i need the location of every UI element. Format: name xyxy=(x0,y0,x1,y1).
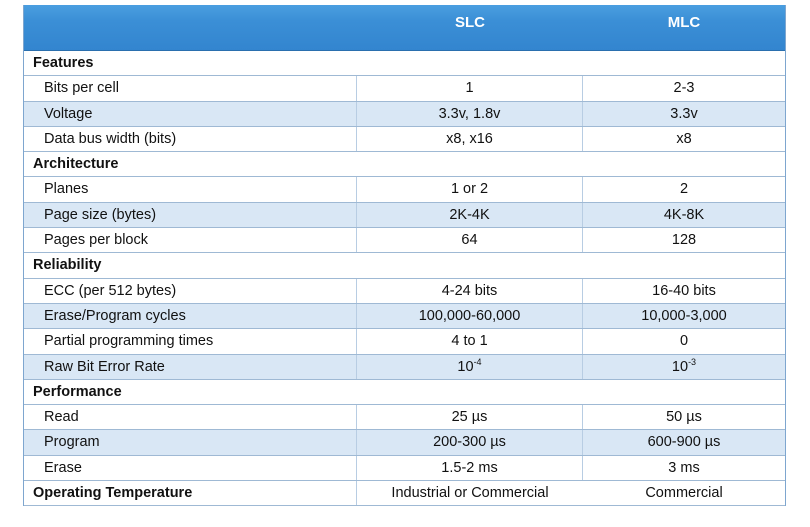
row-label: Voltage xyxy=(24,102,357,126)
slc-value: 25 µs xyxy=(357,405,583,429)
slc-value: 1 or 2 xyxy=(357,177,583,201)
mlc-value: 2-3 xyxy=(673,80,695,97)
table-row xyxy=(24,177,785,202)
row-label: Erase xyxy=(24,456,357,480)
slc-value: 1 xyxy=(357,76,583,100)
row-label: Bits per cell xyxy=(24,76,357,100)
row-label: Planes xyxy=(24,177,357,201)
header-slc: SLC xyxy=(455,14,485,31)
row-label: Raw Bit Error Rate xyxy=(24,355,357,379)
table-row xyxy=(24,304,785,329)
table-row xyxy=(24,127,785,152)
mlc-value: 10,000-3,000 xyxy=(641,307,727,324)
table-row xyxy=(24,203,785,228)
section-row-architecture xyxy=(24,152,785,177)
row-label: ECC (per 512 bytes) xyxy=(24,279,357,303)
section-title: Reliability xyxy=(33,257,102,274)
slc-value: 3.3v, 1.8v xyxy=(357,102,583,126)
slc-ber-exponent: -4 xyxy=(473,356,482,367)
slc-value: 4-24 bits xyxy=(357,279,583,303)
table-row xyxy=(24,329,785,354)
slc-value: 1.5-2 ms xyxy=(357,456,583,480)
mlc-value: 4K-8K xyxy=(663,206,705,223)
mlc-value: 3.3v xyxy=(670,105,698,122)
slc-value xyxy=(357,355,583,379)
mlc-value: 128 xyxy=(671,232,697,249)
mlc-value: 3 ms xyxy=(668,459,700,476)
table-row xyxy=(24,355,785,380)
row-label: Pages per block xyxy=(24,228,357,252)
mlc-value: Commercial xyxy=(645,485,723,502)
mlc-ber-base: 10 xyxy=(671,358,689,375)
mlc-value: 16-40 bits xyxy=(652,282,716,299)
section-title: Performance xyxy=(33,383,122,400)
header-blank-cell xyxy=(24,5,357,50)
section-title: Features xyxy=(33,55,94,71)
row-label: Operating Temperature xyxy=(24,481,357,505)
table-row xyxy=(24,279,785,304)
slc-value: 4 to 1 xyxy=(357,329,583,353)
row-label: Program xyxy=(24,430,357,454)
mlc-value: 2 xyxy=(679,181,689,198)
row-label: Data bus width (bits) xyxy=(24,127,357,151)
table-header xyxy=(24,5,785,51)
table-row xyxy=(24,405,785,430)
table-row xyxy=(24,456,785,481)
slc-value: 100,000-60,000 xyxy=(357,304,583,328)
mlc-value: 600-900 µs xyxy=(647,434,721,451)
section-row-reliability xyxy=(24,253,785,278)
mlc-value: x8 xyxy=(676,130,692,147)
slc-value: 64 xyxy=(357,228,583,252)
row-label: Page size (bytes) xyxy=(24,203,357,227)
header-mlc: MLC xyxy=(667,14,701,31)
slc-value: 2K-4K xyxy=(357,203,583,227)
slc-value: Industrial or Commercial xyxy=(391,485,549,502)
table-row xyxy=(24,102,785,127)
row-label: Read xyxy=(24,405,357,429)
row-label: Erase/Program cycles xyxy=(24,304,357,328)
section-title: Architecture xyxy=(33,156,119,173)
table-row xyxy=(24,76,785,101)
table-row xyxy=(24,430,785,455)
mlc-value: 0 xyxy=(679,333,689,350)
slc-value: 200-300 µs xyxy=(357,430,583,454)
mlc-value xyxy=(583,355,785,379)
nand-comparison-table xyxy=(23,5,786,506)
table-row xyxy=(24,228,785,253)
slc-ber-base: 10 xyxy=(457,358,474,375)
mlc-value: 50 µs xyxy=(666,409,702,426)
row-label: Partial programming times xyxy=(24,329,357,353)
section-row-performance xyxy=(24,380,785,405)
slc-value: x8, x16 xyxy=(357,127,583,151)
mlc-ber-exponent: -3 xyxy=(688,356,697,367)
section-row-features xyxy=(24,51,785,76)
table-row-operating-temperature xyxy=(24,481,785,506)
